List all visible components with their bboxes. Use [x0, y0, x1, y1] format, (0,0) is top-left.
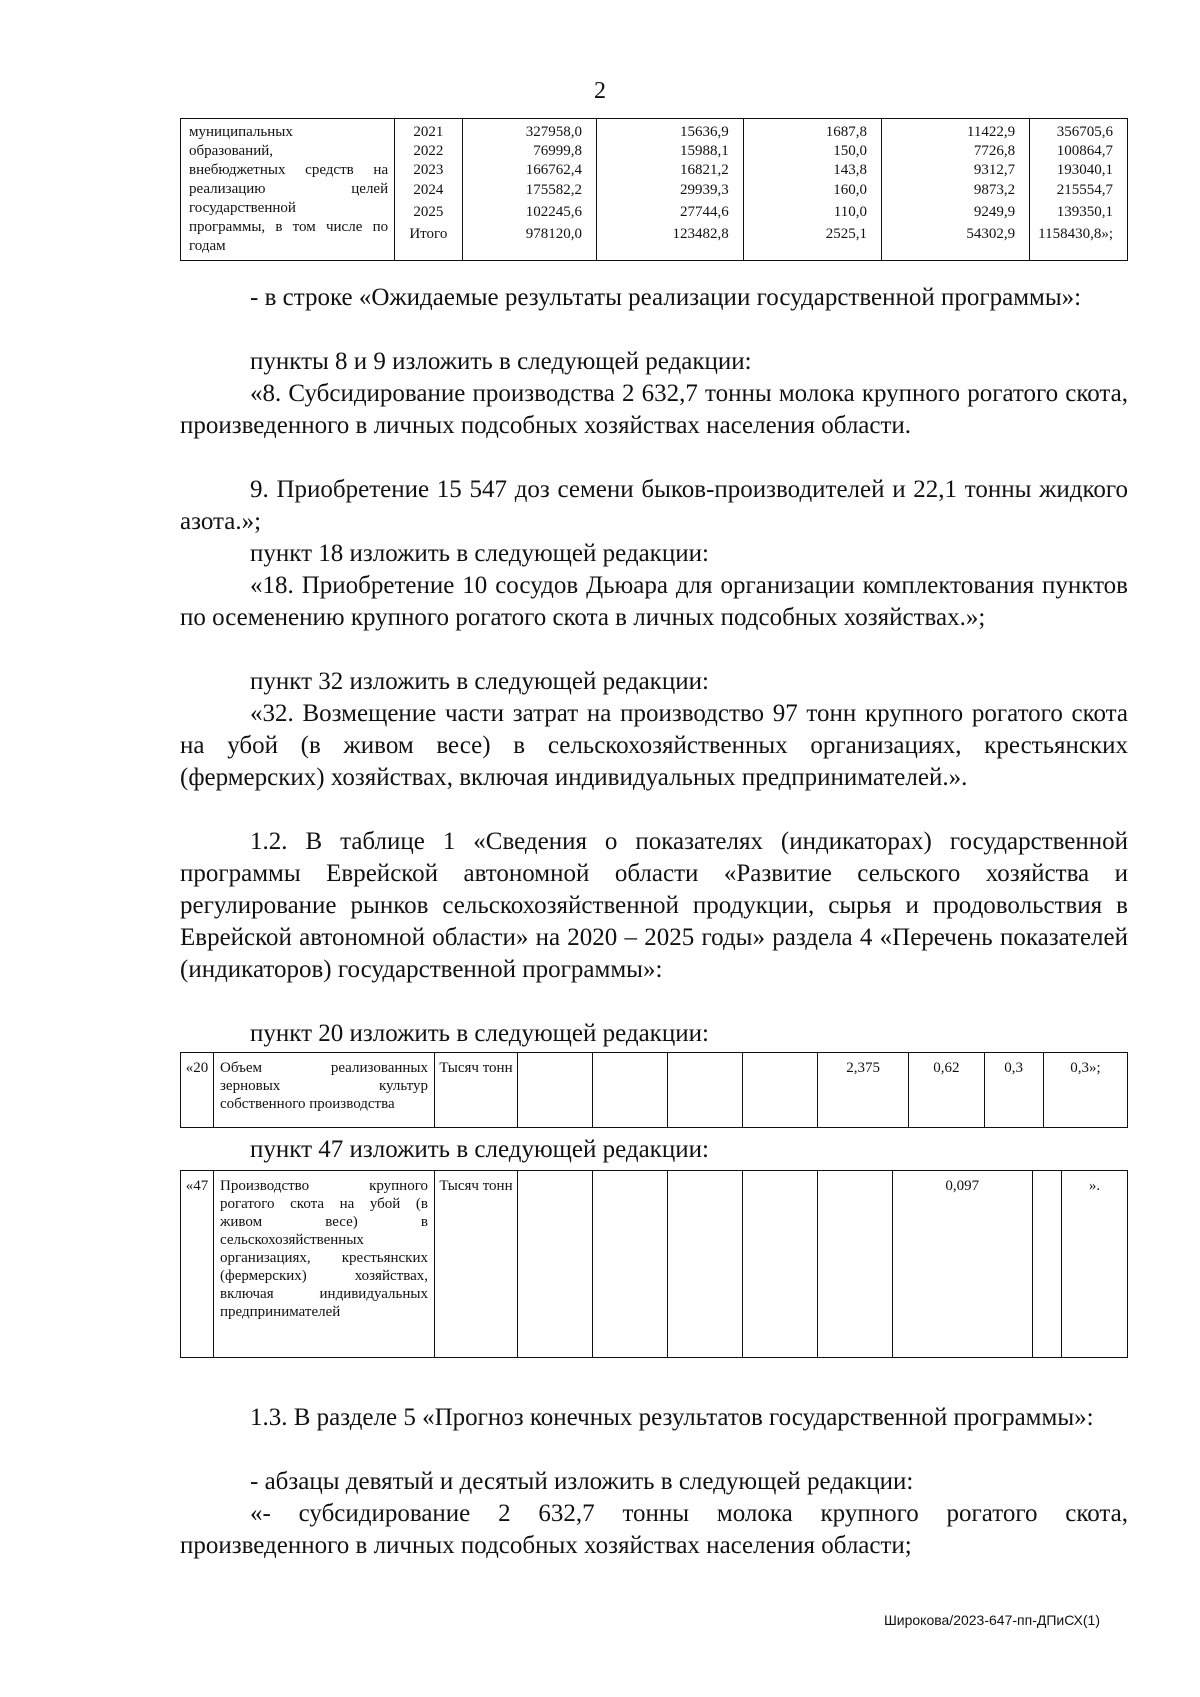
- indicator-name-line: рогатого скота на убой (в: [220, 1196, 428, 1212]
- indicator-name-line: собственного производства: [220, 1096, 395, 1112]
- value-cell: 54302,9: [966, 226, 1016, 242]
- description-line: государственной: [189, 200, 296, 216]
- description-line: образований,: [189, 143, 274, 159]
- value-cell: 193040,1: [1056, 162, 1113, 178]
- indicator-value: 0,3»;: [1043, 1053, 1127, 1128]
- indicator-number: «20: [181, 1053, 214, 1128]
- paragraph: пункт 18 изложить в следующей редакции:: [250, 540, 709, 567]
- empty-cell: [518, 1053, 593, 1128]
- empty-cell: [668, 1053, 743, 1128]
- value-cell: 7726,8: [973, 143, 1016, 159]
- description-line: программы, в том числе по: [189, 219, 389, 235]
- paragraph: 1.3. В разделе 5 «Прогноз конечных результатов государственной программы»:: [250, 1404, 1094, 1431]
- indicator-name-line: живом весе) в: [220, 1214, 428, 1230]
- description-line: годам: [189, 238, 226, 254]
- table-row: [181, 1171, 1128, 1358]
- indicator-name: [214, 1053, 435, 1128]
- value-cell: 11422,9: [966, 124, 1016, 140]
- value-cell: 978120,0: [525, 226, 583, 242]
- indicator-value: [1032, 1171, 1061, 1358]
- page-number: 2: [594, 78, 606, 104]
- indicator-name-line: предпринимателей: [220, 1304, 341, 1320]
- value-cell: 9312,7: [973, 162, 1016, 178]
- indicator-value: 0,62: [909, 1053, 984, 1128]
- indicator-table-20: [180, 1052, 1128, 1128]
- document-reference-footer: Широкова/2023-647-пп-ДПиСХ(1): [883, 1612, 1100, 1628]
- indicator-value: 0,097: [893, 1171, 1033, 1358]
- year-cell: 2025: [413, 204, 444, 220]
- year-cell: 2023: [413, 162, 444, 178]
- value-cell: 110,0: [833, 204, 867, 220]
- funding-years-column: [395, 119, 462, 261]
- indicator-unit: Тысяч тонн: [435, 1053, 518, 1128]
- year-cell: 2024: [413, 182, 444, 198]
- paragraph: «32. Возмещение части затрат на производство 97 тонн крупного рогатого скота на убой (в живом весе) в сельскохозяйственных организациях, крестьянских (фермерских) хозяйствах, включая индивидуальных предпринимателей.».: [180, 700, 1128, 791]
- indicator-name-line: включая индивидуальных: [220, 1286, 428, 1302]
- funding-column-5: [1030, 119, 1128, 261]
- description-line: реализацию целей: [189, 181, 389, 197]
- funding-table: [180, 118, 1128, 261]
- value-cell: 175582,2: [525, 182, 583, 198]
- funding-description: [181, 119, 395, 261]
- indicator-name-line: зерновых культур: [220, 1078, 428, 1094]
- indicator-name-line: Объем реализованных: [220, 1060, 428, 1076]
- value-cell: 166762,4: [525, 162, 583, 178]
- indicator-name-line: (фермерских) хозяйствах,: [220, 1268, 428, 1284]
- value-cell: 2525,1: [825, 226, 867, 242]
- indicator-name-line: Производство крупного: [220, 1178, 428, 1194]
- table-row: [181, 119, 1128, 261]
- paragraph: - в строке «Ожидаемые результаты реализации государственной программы»:: [250, 284, 1082, 311]
- value-cell: 16821,2: [679, 162, 729, 178]
- value-cell: 102245,6: [525, 204, 583, 220]
- indicator-number: «47: [181, 1171, 214, 1358]
- indicator-value: ».: [1061, 1171, 1127, 1358]
- indicator-value: 2,375: [818, 1053, 909, 1128]
- paragraph: 1.2. В таблице 1 «Сведения о показателях (индикаторах) государственной программы Еврейской автономной области «Развитие сельского хозяйства и регулирование рынков сельскохозяйственной продукции, сырья и продовольствия в Еврейской автономной области» на 2020 – 2025 годы» раздела 4 «Перечень показателей (индикаторов) государственной программы»:: [180, 828, 1128, 983]
- paragraph: пункт 20 изложить в следующей редакции:: [250, 1020, 709, 1047]
- value-cell: 15636,9: [679, 124, 729, 140]
- empty-cell: [743, 1171, 818, 1358]
- paragraph: пункт 32 изложить в следующей редакции:: [250, 668, 709, 695]
- indicator-value: 0,3: [984, 1053, 1043, 1128]
- year-cell: Итого: [409, 226, 448, 242]
- indicator-name-line: организациях, крестьянских: [220, 1250, 428, 1266]
- value-cell: 160,0: [833, 182, 867, 198]
- value-cell: 215554,7: [1056, 182, 1113, 198]
- value-cell: 100864,7: [1056, 143, 1113, 159]
- value-cell: 1158430,8»;: [1038, 226, 1113, 242]
- funding-column-4: [881, 119, 1029, 261]
- description-line: муниципальных: [189, 124, 293, 140]
- indicator-table-47: [180, 1170, 1128, 1358]
- empty-cell: [818, 1171, 893, 1358]
- value-cell: 15988,1: [679, 143, 729, 159]
- year-cell: 2022: [413, 143, 444, 159]
- paragraph: - абзацы девятый и десятый изложить в следующей редакции:: [250, 1468, 914, 1495]
- paragraph: пункты 8 и 9 изложить в следующей редакции:: [250, 348, 752, 375]
- value-cell: 76999,8: [533, 143, 583, 159]
- value-cell: 150,0: [833, 143, 867, 159]
- value-cell: 356705,6: [1056, 124, 1113, 140]
- value-cell: 27744,6: [679, 204, 729, 220]
- description-line: внебюджетных средств на: [189, 162, 389, 178]
- empty-cell: [593, 1171, 668, 1358]
- empty-cell: [668, 1171, 743, 1358]
- paragraph: «18. Приобретение 10 сосудов Дьюара для организации комплектования пунктов по осеменению крупного рогатого скота в личных подсобных хозяйствах.»;: [180, 572, 1128, 631]
- indicator-name-line: сельскохозяйственных: [220, 1232, 364, 1248]
- value-cell: 1687,8: [825, 124, 867, 140]
- paragraph: пункт 47 изложить в следующей редакции:: [250, 1136, 709, 1163]
- indicator-name: [214, 1171, 435, 1358]
- paragraph: 9. Приобретение 15 547 доз семени быков-производителей и 22,1 тонны жидкого азота.»;: [180, 476, 1128, 535]
- value-cell: 9873,2: [973, 182, 1016, 198]
- value-cell: 327958,0: [525, 124, 583, 140]
- funding-column-3: [743, 119, 881, 261]
- empty-cell: [518, 1171, 593, 1358]
- empty-cell: [593, 1053, 668, 1128]
- table-row: [181, 1053, 1128, 1128]
- value-cell: 123482,8: [672, 226, 729, 242]
- value-cell: 9249,9: [973, 204, 1016, 220]
- paragraph: «8. Субсидирование производства 2 632,7 тонны молока крупного рогатого скота, произведенного в личных подсобных хозяйствах населения области.: [180, 380, 1128, 439]
- value-cell: 29939,3: [679, 182, 729, 198]
- paragraph: «- субсидирование 2 632,7 тонны молока крупного рогатого скота, произведенного в личных подсобных хозяйствах населения области;: [180, 1500, 1128, 1559]
- indicator-unit: Тысяч тонн: [435, 1171, 518, 1358]
- funding-column-1: [462, 119, 596, 261]
- empty-cell: [743, 1053, 818, 1128]
- funding-column-2: [597, 119, 744, 261]
- value-cell: 139350,1: [1056, 204, 1113, 220]
- value-cell: 143,8: [833, 162, 867, 178]
- year-cell: 2021: [413, 124, 444, 140]
